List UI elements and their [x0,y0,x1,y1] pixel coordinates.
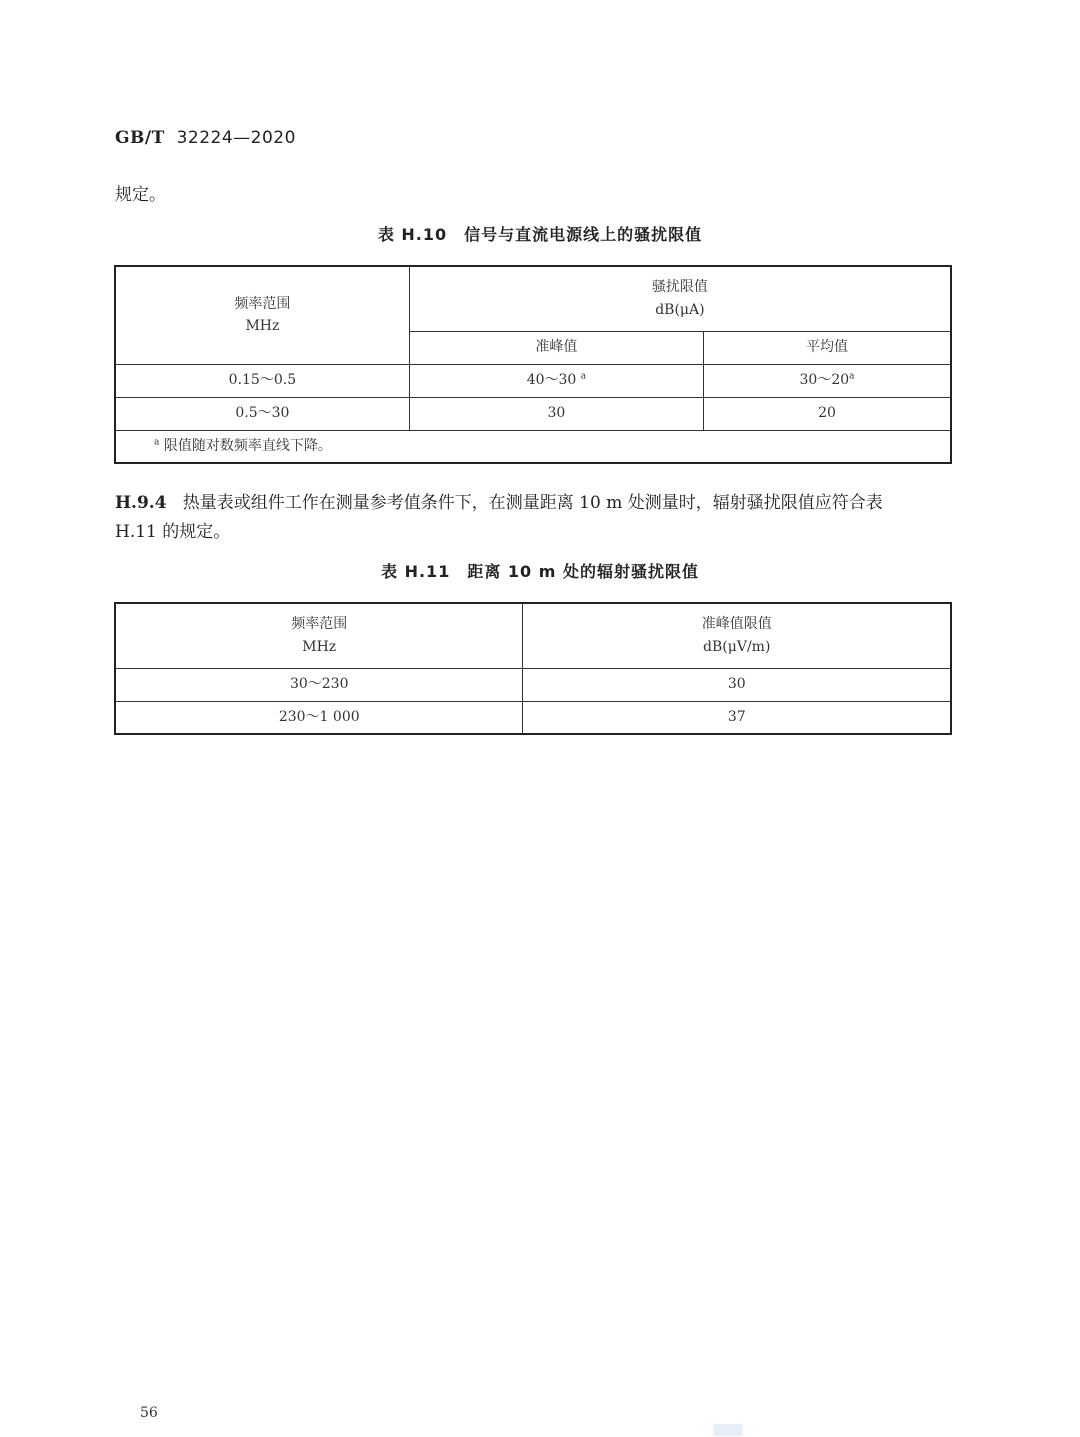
header-quasi-peak: 准峰值 [409,331,703,364]
scan-mark [713,1424,743,1436]
footnote-mark: a [154,437,160,448]
table-row [115,668,951,701]
cell-freq: 30～230 [115,668,523,701]
cell-quasi-peak [409,364,703,397]
standard-id [115,128,296,148]
table-h10-header-freq [115,266,409,364]
header-freq-unit: MHz [245,318,280,335]
cell-quasi-peak: 30 [409,397,703,430]
intro-text: 规定。 [115,185,166,205]
table-h10-title: 表 H.10 信号与直流电源线上的骚扰限值 [377,225,703,244]
table-h11-header-limit [523,603,951,668]
header-limit-unit: dB(μA) [655,301,705,318]
header-limit-label: 准峰值限值 [701,616,772,633]
cell-freq: 0.5～30 [115,397,409,430]
table-h10 [114,265,952,464]
page-number: 56 [140,1405,158,1421]
cell-average: 20 [704,397,951,430]
footnote-mark: a [580,371,587,382]
section-number: H.9.4 [115,493,167,513]
header-freq-unit: MHz [302,638,337,655]
cell-limit: 30 [523,668,951,701]
section-h94-line2: H.11 的规定。 [115,522,231,542]
table-row [115,397,951,430]
standard-prefix: GB/T [115,128,165,148]
table-row [115,364,951,397]
cell-quasi-peak-value: 40～30 [526,372,577,389]
table-h11-title: 表 H.11 距离 10 m 处的辐射骚扰限值 [381,562,699,581]
cell-limit: 37 [523,701,951,734]
header-average: 平均值 [704,331,951,364]
header-limit-label: 骚扰限值 [651,279,708,296]
table-row [115,701,951,734]
footnote-text: 限值随对数频率直线下降。 [163,438,332,455]
cell-average [704,364,951,397]
header-freq-label: 频率范围 [291,616,348,633]
cell-average-value: 30～20 [799,372,850,389]
cell-freq: 230～1 000 [115,701,523,734]
header-limit-unit: dB(μV/m) [703,638,771,655]
table-h10-footnote [115,430,951,463]
header-freq-label: 频率范围 [234,295,291,312]
footnote-mark: a [849,371,855,382]
standard-number: 32224—2020 [176,128,296,148]
table-h10-header-limit [409,266,951,331]
table-h11-header-freq [115,603,523,668]
cell-freq: 0.15～0.5 [115,364,409,397]
section-text: 热量表或组件工作在测量参考值条件下，在测量距离 10 m 处测量时，辐射骚扰限值应符合表 [182,493,883,513]
section-h94-line1 [115,488,965,513]
table-h11 [114,602,952,735]
